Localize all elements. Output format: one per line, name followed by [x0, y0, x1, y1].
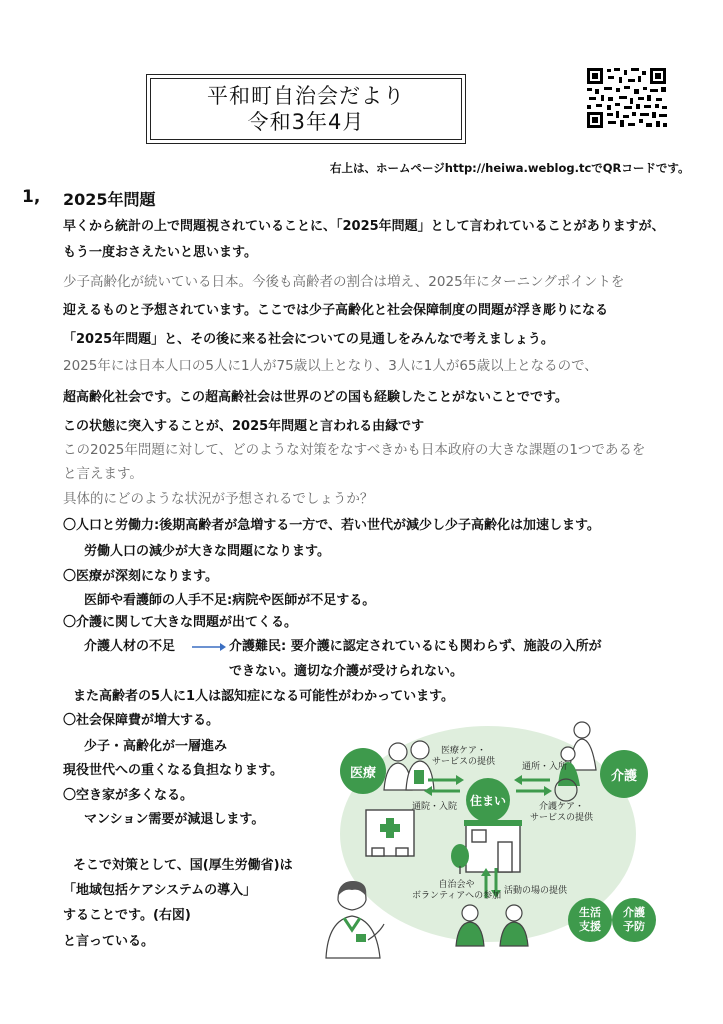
care-refugee-line: 介護難民: 要介護に認定されているにも関わらず、施設の入所が	[229, 639, 602, 654]
activity-label: 活動の場の提供	[504, 886, 568, 896]
paragraph-line: そこで対策として、国(厚生労働省)は	[73, 858, 293, 873]
paragraph-line: することです。(右図)	[63, 908, 191, 923]
paragraph-line: この2025年問題に対して、どのような対策をなすべきかも日本政府の大きな課題の1つであるを	[63, 442, 646, 458]
paragraph-line: 2025年には日本人口の5人に1人が75歳以上となり、3人に1人が65歳以上となるので、	[63, 358, 598, 374]
medical-circle: 医療	[340, 748, 386, 794]
care-circle: 介護	[600, 750, 648, 798]
paragraph-line: 早くから統計の上で問題視されていることに、「2025年問題」として言われていることがありますが、	[63, 219, 665, 234]
care-service-label: 介護ケア・ サービスの提供	[530, 802, 594, 823]
paragraph-line: また高齢者の5人に1人は認知症になる可能性がわかっています。	[73, 689, 455, 704]
paragraph-line: 現役世代への重くなる負担なります。	[63, 763, 283, 778]
visit-admit-label: 通院・入院	[412, 802, 458, 812]
newsletter-title-box	[146, 74, 466, 144]
right-arrow-icon	[191, 641, 227, 653]
title-inner-frame	[150, 78, 462, 140]
care-prevention-circle: 介護 予防	[612, 898, 656, 942]
commute-admit-label: 通所・入所	[522, 762, 568, 772]
bullet-line: 〇空き家が多くなる。	[63, 788, 194, 803]
medical-service-label: 医療ケア・ サービスの提供	[432, 746, 496, 767]
life-support-circle: 生活 支援	[568, 898, 612, 942]
paragraph-line: 少子・高齢化が一層進み	[84, 739, 228, 754]
volunteer-label: 自治会や ボランティアへの参加	[412, 880, 502, 901]
qr-note: 右上は、ホームページhttp://heiwa.weblog.tcでQRコードです。	[330, 161, 690, 175]
paragraph-line: 具体的にどのような状況が予想されるでしょうか？	[63, 491, 374, 507]
qr-code[interactable]	[586, 67, 668, 129]
bullet-line: 〇社会保障費が増大する。	[63, 713, 220, 728]
newsletter-date: 令和3年4月	[247, 110, 365, 134]
paragraph-line: と言えます。	[63, 466, 143, 482]
care-staff-shortage: 介護人材の不足	[84, 639, 176, 654]
bullet-line: 〇介護に関して大きな問題が出てくる。	[63, 615, 298, 630]
paragraph-line: この状態に突入することが、2025年問題と言われる由縁です	[63, 419, 425, 434]
paragraph-line: 労働人口の減少が大きな問題になります。	[84, 544, 330, 559]
paragraph-line: マンション需要が減退します。	[84, 812, 265, 827]
paragraph-line: 超高齢化社会です。この超高齢社会は世界のどの国も経験したことがないことでです。	[63, 390, 568, 405]
paragraph-line: と言っている。	[63, 934, 155, 949]
newsletter-title: 平和町自治会だより	[207, 84, 405, 108]
paragraph-line: 迎えるものと予想されています。ここでは少子高齢化と社会保障制度の問題が浮き彫りになる	[63, 303, 608, 318]
section-title: 2025年問題	[63, 190, 156, 209]
paragraph-line: 「2025年問題」と、その後に来る社会についての見通しをみんなで考えましょう。	[63, 332, 554, 347]
paragraph-line: できない。適切な介護が受けられない。	[229, 664, 464, 679]
paragraph-line: もう一度おさえたいと思います。	[63, 245, 257, 260]
bullet-line: 〇医療が深刻になります。	[63, 569, 218, 584]
hospital-icon	[366, 810, 414, 856]
paragraph-line: 医師や看護師の人手不足:病院や医師が不足する。	[84, 593, 376, 608]
bullet-line: 〇人口と労働力:後期高齢者が急増する一方で、若い世代が減少し少子高齢化は加速します。	[63, 518, 600, 533]
paragraph-line: 「地域包括ケアシステムの導入」	[63, 883, 257, 898]
home-circle: 住まい	[466, 778, 510, 822]
paragraph-line: 少子高齢化が続いている日本。今後も高齢者の割合は増え、2025年にターニングポイントを	[63, 274, 625, 290]
section-number: 1,	[22, 187, 41, 207]
nurse-illustration	[318, 878, 390, 960]
